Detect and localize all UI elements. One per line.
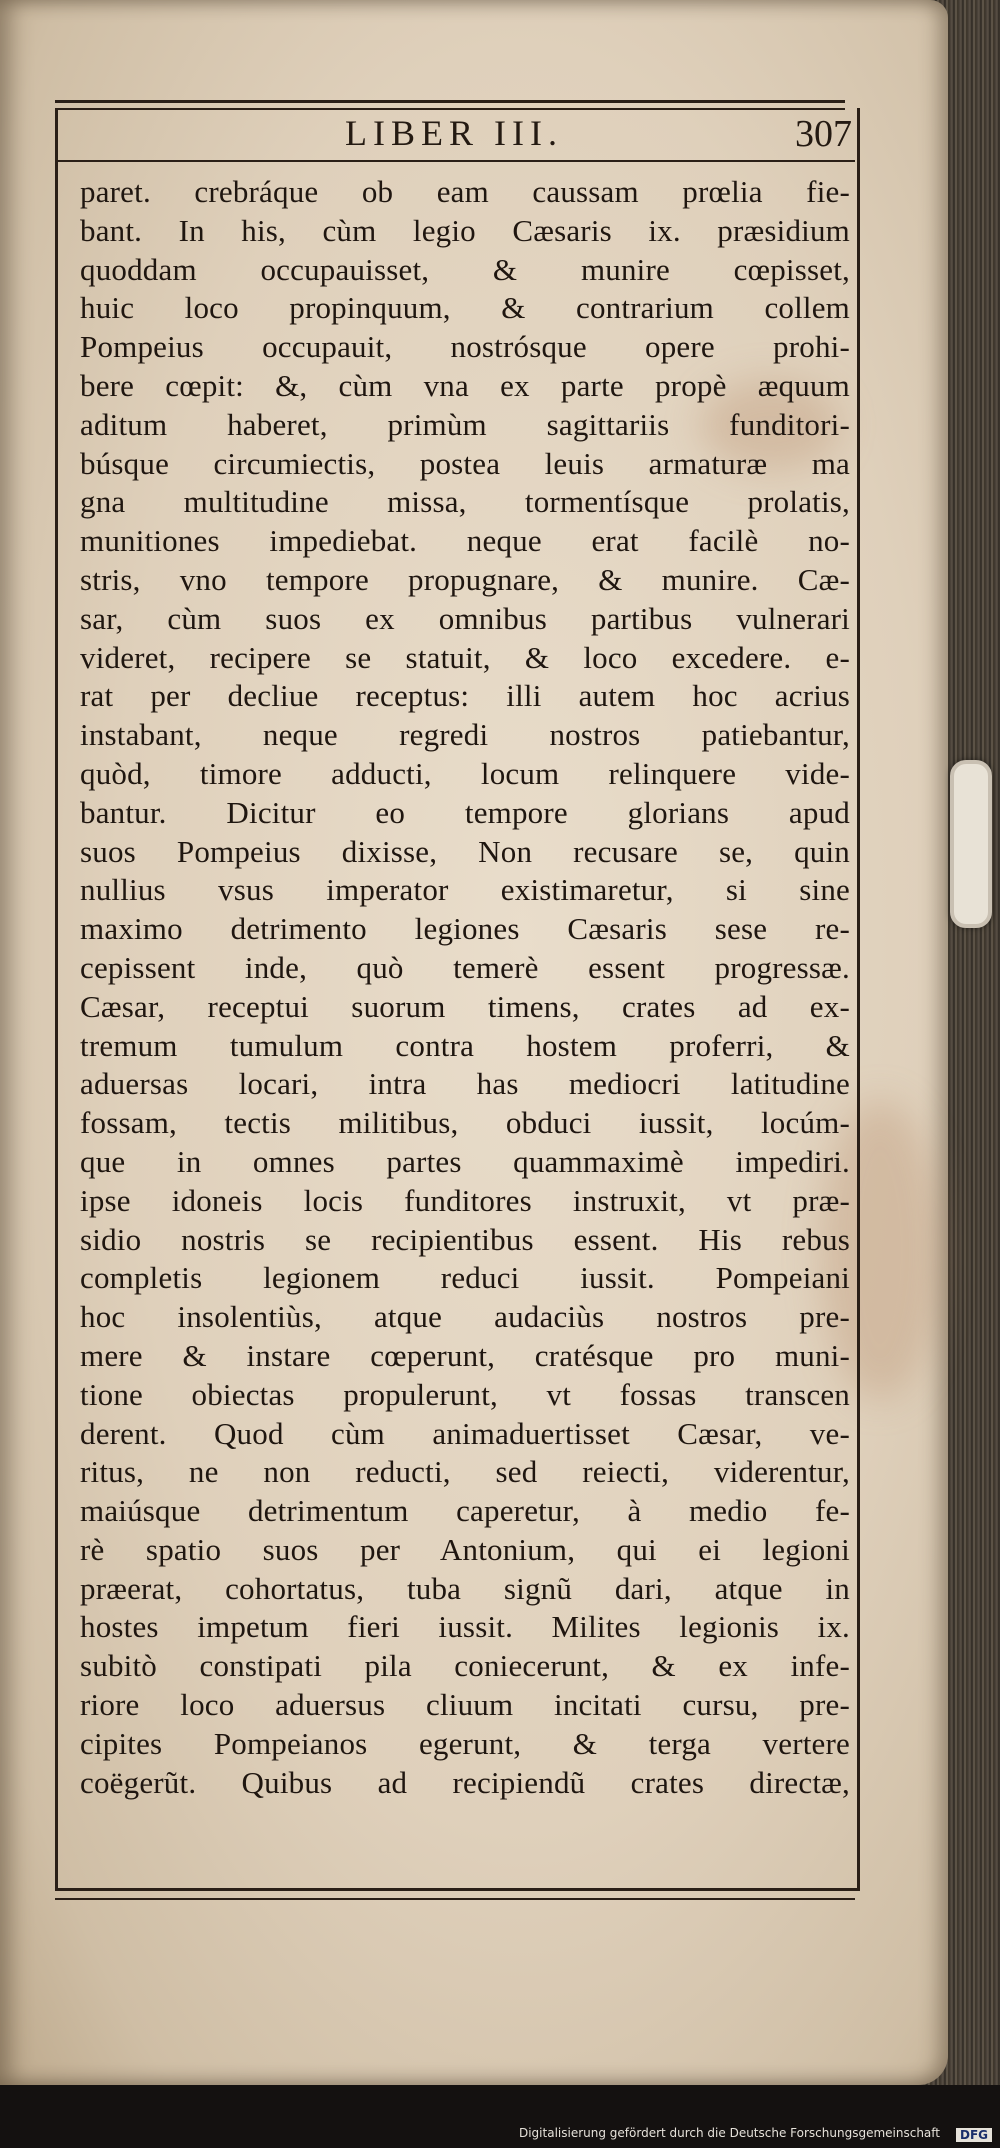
text-line: riore loco aduersus cliuum incitati cursu, pre-	[80, 1687, 850, 1723]
running-title: LIBER III.	[345, 113, 563, 153]
text-line: bantur. Dicitur eo tempore glorians apud	[80, 794, 850, 830]
text-line: subitò constipati pila coniecerunt, & ex infe-	[80, 1648, 850, 1684]
text-line: præerat, cohortatus, tuba signũ dari, atque in	[80, 1570, 850, 1606]
text-line: sar, cùm suos ex omnibus partibus vulnerari	[80, 600, 850, 636]
text-line: hostes impetum fieri iussit. Milites legionis ix.	[80, 1609, 850, 1645]
text-line: maximo detrimento legiones Cæsaris sese re-	[80, 911, 850, 947]
dfg-logo: DFG	[956, 2128, 992, 2142]
text-line: munitiones impediebat. neque erat facilè no-	[80, 523, 850, 559]
text-line: instabant, neque regredi nostros patiebantur,	[80, 717, 850, 753]
text-line: stris, vno tempore propugnare, & munire. Cæ-	[80, 561, 850, 597]
text-line: quòd, timore adducti, locum relinquere vide-	[80, 755, 850, 791]
text-line: quoddam occupauisset, & munire cœpisset,	[80, 251, 850, 287]
text-line: ritus, ne non reducti, sed reiecti, viderentur,	[80, 1454, 850, 1490]
text-line: tione obiectas propulerunt, vt fossas transcen	[80, 1376, 850, 1412]
body-text	[80, 173, 850, 1802]
text-line: fossam, tectis militibus, obduci iussit, locúm-	[80, 1105, 850, 1141]
text-line: Cæsar, receptui suorum timens, crates ad ex-	[80, 988, 850, 1024]
top-rule	[55, 100, 845, 103]
text-line: búsque circumiectis, postea leuis armaturæ ma	[80, 445, 850, 481]
text-line: aduersas locari, intra has mediocri latitudine	[80, 1066, 850, 1102]
text-line: bere cœpit: &, cùm vna ex parte propè æquum	[80, 367, 850, 403]
text-line: completis legionem reduci iussit. Pompeiani	[80, 1260, 850, 1296]
digitization-credit: Digitalisierung gefördert durch die Deutsche Forschungsgemeinschaft	[518, 2126, 940, 2140]
text-line: que in omnes partes quammaximè impediri.	[80, 1143, 850, 1179]
page-clip	[950, 760, 992, 928]
page-number: 307	[795, 113, 852, 155]
text-line: bant. In his, cùm legio Cæsaris ix. præsidium	[80, 212, 850, 248]
text-line: maiúsque detrimentum caperetur, à medio fe-	[80, 1493, 850, 1529]
text-line: huic loco propinquum, & contrarium collem	[80, 290, 850, 326]
footer-strip	[0, 2085, 1000, 2148]
text-line: hoc insolentiùs, atque audaciùs nostros pre-	[80, 1299, 850, 1335]
text-line: aditum haberet, primùm sagittariis funditori-	[80, 406, 850, 442]
text-line: cepissent inde, quò temerè essent progressæ.	[80, 949, 850, 985]
text-line: mere & instare cœperunt, cratésque pro muni-	[80, 1337, 850, 1373]
running-head	[70, 110, 860, 160]
text-line: rè spatio suos per Antonium, qui ei legioni	[80, 1531, 850, 1567]
bottom-rule	[55, 1888, 860, 1891]
text-line: nullius vsus imperator existimaretur, si sine	[80, 872, 850, 908]
text-line: rat per decliue receptus: illi autem hoc acrius	[80, 678, 850, 714]
text-line: cipites Pompeianos egerunt, & terga vertere	[80, 1725, 850, 1761]
text-line: coëgerũt. Quibus ad recipiendũ crates directæ,	[80, 1764, 850, 1800]
bottom-rule-outer	[55, 1898, 855, 1900]
text-line: derent. Quod cùm animaduertisset Cæsar, ve-	[80, 1415, 850, 1451]
text-line: sidio nostris se recipientibus essent. His rebus	[80, 1221, 850, 1257]
text-line: videret, recipere se statuit, & loco excedere. e-	[80, 639, 850, 675]
text-line: gna multitudine missa, tormentísque prolatis,	[80, 484, 850, 520]
text-line: suos Pompeius dixisse, Non recusare se, quin	[80, 833, 850, 869]
header-rule	[55, 160, 855, 162]
text-line: tremum tumulum contra hostem proferri, &	[80, 1027, 850, 1063]
text-line: Pompeius occupauit, nostrósque opere prohi-	[80, 329, 850, 365]
text-line: ipse idoneis locis funditores instruxit, vt præ-	[80, 1182, 850, 1218]
text-line: paret. crebráque ob eam caussam prœlia fie-	[80, 174, 850, 209]
